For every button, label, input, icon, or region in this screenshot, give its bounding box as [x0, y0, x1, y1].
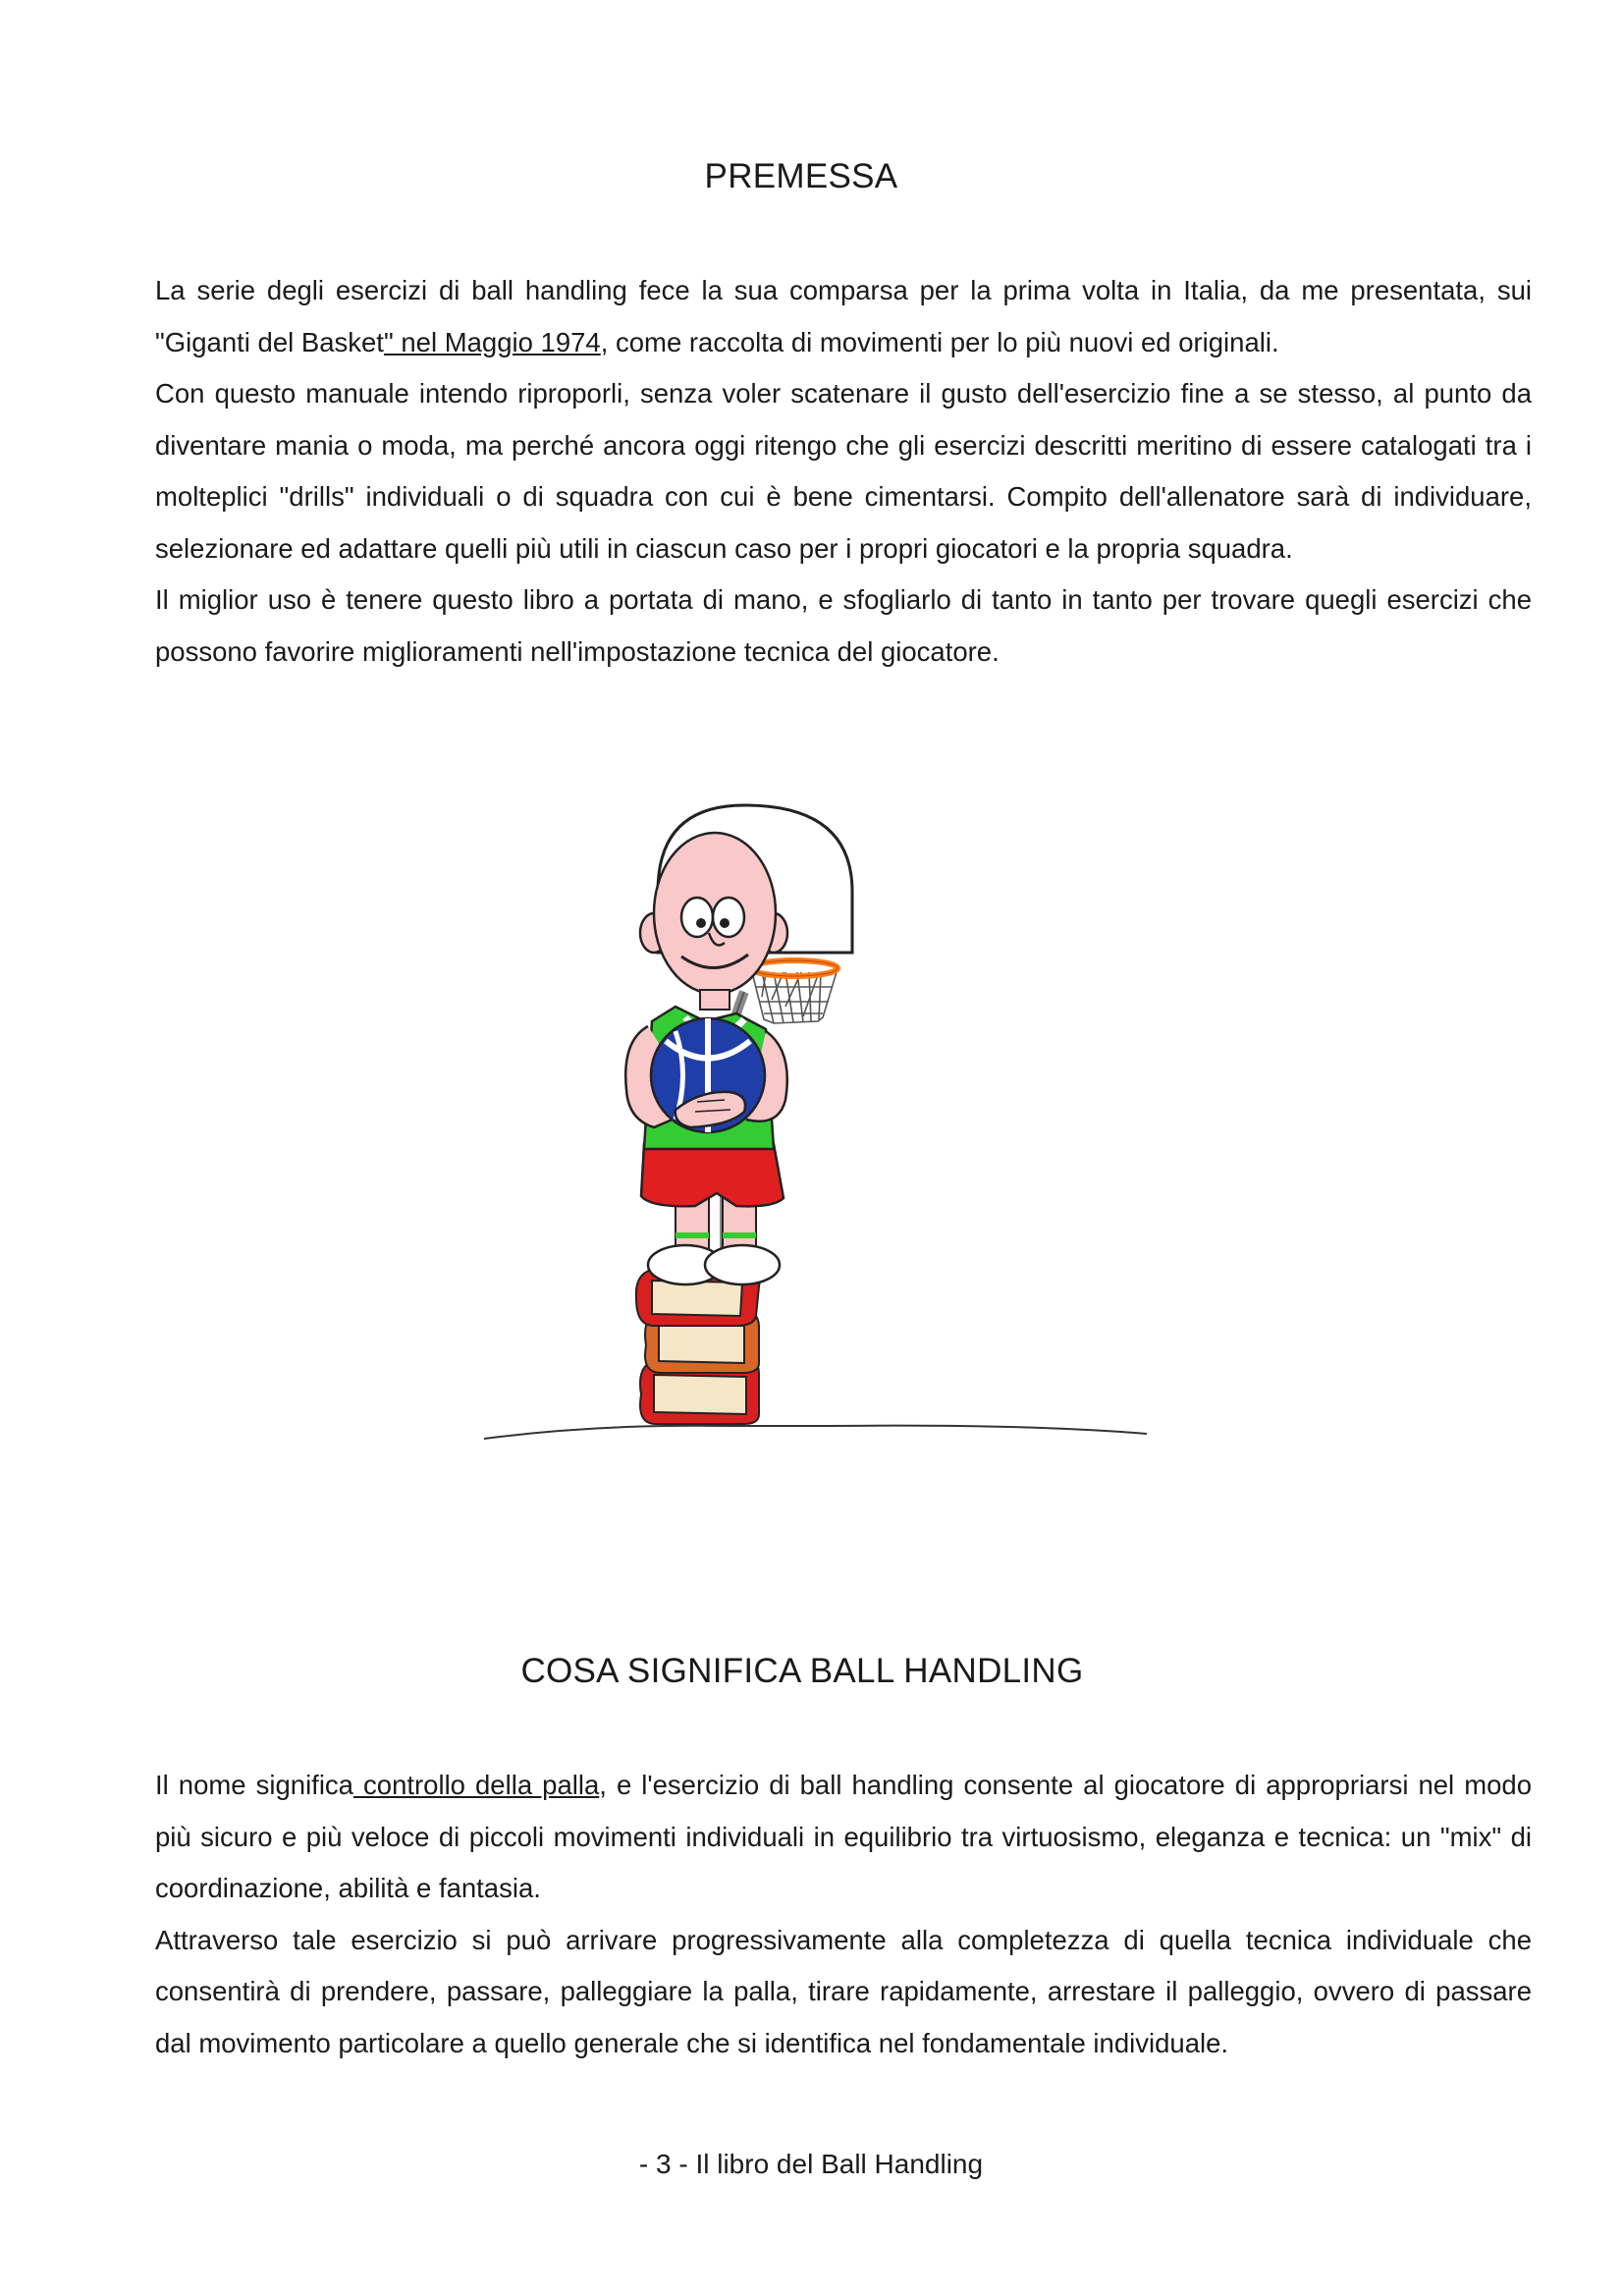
- page-footer: - 3 - Il libro del Ball Handling: [638, 2149, 984, 2179]
- section-title-cosa-significa: COSA SIGNIFICA BALL HANDLING: [520, 1652, 1084, 1690]
- player-shorts: [641, 1144, 784, 1206]
- cosa-significa-paragraph-2: Attraverso tale esercizio si può arrivare progressivamente alla completezza di quella tecnica individuale che consentirà di prendere, passare, palleggiare la palla, tirare rapidamente, arrestare il palleggio, ovvero di passare dal movimento particolare a quello generale che si identifica nel fondamentale individuale.: [155, 1924, 1532, 2058]
- section-title-premessa: PREMESSA: [704, 157, 898, 195]
- cosa-p1-underlined: controllo della palla: [352, 1770, 600, 1800]
- player-right-shoe: [705, 1245, 780, 1285]
- premessa-p1-underlined: " nel Maggio 1974: [383, 326, 601, 357]
- premessa-body: [155, 265, 1532, 678]
- basket-net: [752, 972, 837, 1023]
- cosa-p1-text: Il nome significa: [155, 1770, 353, 1800]
- player-left-eye: [681, 898, 713, 937]
- premessa-p1-text-end: , come raccolta di movimenti per lo più nuovi ed originali.: [600, 326, 1279, 357]
- basketball-player-illustration: [479, 795, 1153, 1446]
- ground-line: [484, 1426, 1147, 1439]
- book-stack: [636, 1269, 760, 1424]
- premessa-paragraph-2: Con questo manuale intendo riproporli, senza voler scatenare il gusto dell'esercizio fine a se stesso, al punto da diventare mania o moda, ma perché ancora oggi ritengo che gli esercizi descritti meritino di essere catalogati tra i molteplici "drills" individuali o di squadra con cui è bene cimentarsi. Compito dell'allenatore sarà di individuare, selezionare ed adattare quelli più utili in ciascun caso per i propri giocatori e la propria squadra.: [155, 378, 1532, 564]
- cosa-significa-body: [155, 1760, 1532, 2069]
- premessa-paragraph-3: Il miglior uso è tenere questo libro a portata di mano, e sfogliarlo di tanto in tanto per trovare quegli esercizi che possono favorire miglioramenti nell'impostazione tecnica del giocatore.: [155, 584, 1532, 667]
- player-right-eye: [713, 898, 744, 937]
- cosa-p1-text-end: , e l'esercizio di ball handling consente al giocatore di appropriarsi nel modo più sicuro e più veloce di piccoli movimenti individuali in equilibrio tra virtuosismo, eleganza e tecnica: un "mix" di coordinazione, abilità e fantasia.: [155, 1770, 1532, 1903]
- premessa-paragraph-1: [155, 265, 1532, 368]
- cosa-significa-paragraph-1: [155, 1760, 1532, 1915]
- premessa-p1-text: La serie degli esercizi di ball handling fece la sua comparsa per la prima volta in Italia, da me presentata, sui "Giganti del Basket: [155, 275, 1532, 357]
